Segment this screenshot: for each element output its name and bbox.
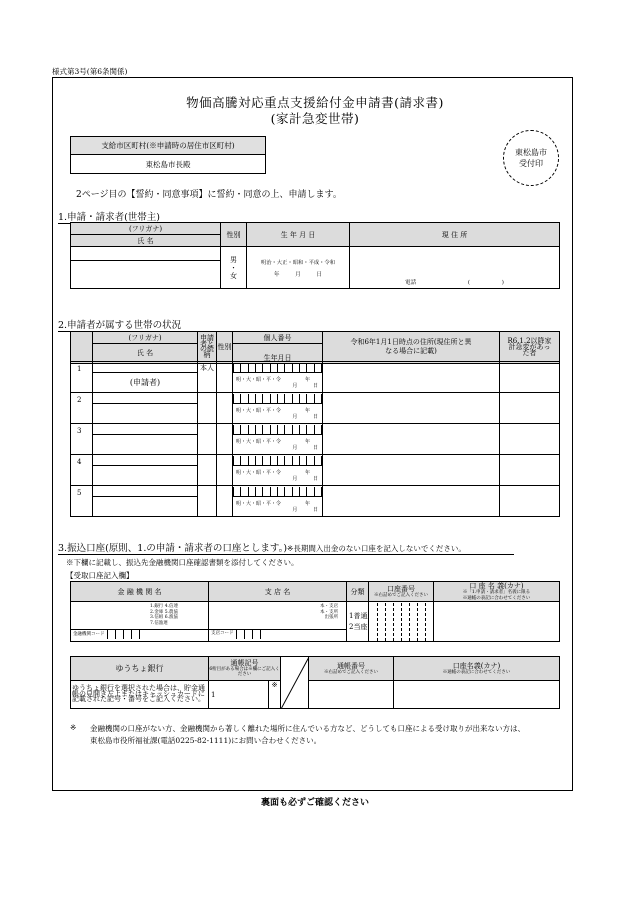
row-furigana-input[interactable]: [93, 362, 198, 373]
yucho-number-input[interactable]: [309, 681, 394, 709]
section2-heading: 2.申請者が属する世帯の状況: [58, 317, 218, 332]
applicant-table: [70, 222, 560, 289]
sex-input[interactable]: 男 ・ 女: [221, 247, 247, 289]
mynumber-boxes[interactable]: [233, 425, 322, 434]
diagonal-slash: [281, 657, 309, 709]
name-label: 氏 名: [71, 235, 221, 247]
row-after-input[interactable]: [500, 486, 560, 517]
row-relation[interactable]: [198, 455, 217, 486]
account-number-input[interactable]: [369, 602, 434, 642]
municipality-addressee: 東松島市長殿: [145, 160, 191, 169]
col-acct-note: ※右詰めでご記入ください: [374, 592, 428, 598]
branch-name-input[interactable]: [209, 602, 347, 642]
yucho-holder-input[interactable]: [394, 681, 560, 709]
stamp-line2: 受付印: [519, 159, 543, 168]
bank-types: 1.銀行 4.信連 2.金庫 5.農協 3.信組 6.漁協 7.信漁連: [149, 604, 178, 626]
stamp-line1: 東松島市: [515, 148, 547, 157]
row-sex-input[interactable]: [217, 486, 233, 517]
household-row: [71, 455, 560, 466]
row-address-input[interactable]: [323, 424, 500, 455]
branch-code-label: 支店コード: [211, 631, 234, 637]
holder-note1: ※「1.申請・請求者」名義に限る: [462, 590, 531, 595]
yucho-desc: ゆうちょ銀行を選択された場合は、貯金通帳の見開き左上またはキャッシュカードに記載された記号・番号をご記入ください。: [71, 681, 209, 709]
branch-code-boxes[interactable]: [236, 630, 261, 639]
row-month-day: 月 日: [292, 382, 318, 389]
mynumber-boxes[interactable]: [233, 487, 322, 496]
address-label: 現 住 所: [350, 223, 560, 247]
row-sex-input[interactable]: [217, 455, 233, 486]
footnote-text: 金融機関の口座がない方、金融機関から著しく離れた場所に住んでいる方など、どうしても口座による受け取りが出来ない方は、東松島市役所福祉課(電話0225-82-1111)にお問い合わせください。: [90, 724, 525, 745]
section1-heading: 1.申請・請求者(世帯主): [58, 209, 193, 224]
row-era: 明・大・昭・平・令: [236, 376, 282, 383]
form-subtitle: (家計急変世帯): [270, 111, 360, 126]
row-address-input[interactable]: [323, 486, 500, 517]
yucho-name: ゆうちょ銀行: [71, 657, 209, 681]
row-sex-input[interactable]: [217, 424, 233, 455]
section3-heading-wrap: [58, 540, 514, 555]
row-number: 4: [71, 455, 93, 486]
bank-code-boxes[interactable]: [107, 630, 140, 639]
household-row: [71, 362, 560, 373]
furigana-input[interactable]: [71, 247, 221, 261]
col-holder: 口 座 名 義(カナ): [469, 582, 524, 590]
yucho-holder-note: ※通帳の表記に合わせてください: [442, 669, 511, 675]
household-rows-table: [70, 361, 560, 517]
phone-label: 電話: [405, 280, 417, 286]
yucho-symbol-input[interactable]: [209, 681, 269, 709]
row-sex-input[interactable]: [217, 393, 233, 424]
row-name-input[interactable]: [93, 435, 198, 455]
mynumber-boxes[interactable]: [233, 394, 322, 403]
dob-units: 年 月 日: [274, 271, 322, 278]
row-year-unit: 年: [305, 376, 311, 383]
row-name-input[interactable]: (申請者): [93, 373, 198, 393]
row-relation[interactable]: [198, 393, 217, 424]
yucho-asterisk-input[interactable]: [269, 681, 281, 709]
mynumber-boxes[interactable]: [233, 456, 322, 465]
row-sex-input[interactable]: [217, 362, 233, 393]
bank-code-label: 金融機関コード: [73, 631, 105, 637]
row-era: 明・大・昭・平・令: [236, 438, 282, 445]
col-dob: 生年月日: [233, 353, 323, 364]
household-rows: [70, 361, 559, 517]
row-relation[interactable]: [198, 486, 217, 517]
yucho-number-note: ※右詰めでご記入ください: [324, 669, 378, 675]
row-dob-input[interactable]: [233, 435, 323, 455]
household-table: [70, 331, 560, 364]
row-dob-input[interactable]: [233, 404, 323, 424]
col-type: 分類: [347, 582, 369, 602]
dob-label: 生 年 月 日: [247, 223, 350, 247]
row-after-input[interactable]: [500, 393, 560, 424]
row-month-day: 月 日: [292, 413, 318, 420]
bank-name-input[interactable]: [71, 602, 209, 642]
row-relation[interactable]: [198, 424, 217, 455]
row-era: 明・大・昭・平・令: [236, 469, 282, 476]
row-year-unit: 年: [305, 438, 311, 445]
mynumber-boxes[interactable]: [233, 363, 322, 372]
form-title: 物価高騰対応重点支援給付金申請書(請求書): [186, 95, 444, 110]
household-row: [71, 393, 560, 404]
account-label: 【受取口座記入欄】: [66, 571, 134, 580]
footer-text: 裏面も必ずご確認ください: [260, 798, 369, 808]
yucho-digit-one: 1: [211, 690, 216, 699]
row-era: 明・大・昭・平・令: [236, 500, 282, 507]
col-branch: 支 店 名: [209, 582, 347, 602]
row-furigana-input[interactable]: [93, 393, 198, 404]
yucho-symbol-note: 6桁目がある場合は※欄にご記入ください: [209, 666, 280, 677]
branch-types: 本・支店 本・支所 出張所: [320, 604, 338, 620]
row-after-input[interactable]: [500, 424, 560, 455]
account-holder-input[interactable]: [434, 602, 560, 642]
section3-heading: 3.振込口座(原則、1.の申請・請求者の口座とします。): [58, 543, 288, 554]
row-after-input[interactable]: [500, 362, 560, 393]
phone-parens: ( ): [467, 280, 504, 286]
row-furigana-input[interactable]: [93, 424, 198, 435]
account-type-input[interactable]: 1普通 2当座: [347, 602, 369, 642]
form-number: 様式第3号(第6条関係): [52, 67, 128, 76]
row-address-input[interactable]: [323, 393, 500, 424]
row-year-unit: 年: [305, 407, 311, 414]
household-row: [71, 424, 560, 435]
row-month-day: 月 日: [292, 506, 318, 513]
municipality-label: 支給市区町村(※申請時の居住市区町村): [71, 137, 265, 155]
footnote-mark: ※: [70, 723, 77, 732]
col-address: 令和6年1月1日時点の住所(現住所と異なる場合に記載): [323, 332, 500, 364]
row-name-input[interactable]: [93, 404, 198, 424]
row-number: 3: [71, 424, 93, 455]
address-input[interactable]: [350, 247, 560, 289]
name-input[interactable]: [71, 261, 221, 289]
col-furigana: (フリガナ): [93, 332, 198, 344]
col-bank: 金 融 機 関 名: [71, 582, 209, 602]
account-sub-note: ※下欄に記載し、振込先金融機関口座確認書類を添付してください。: [66, 558, 299, 567]
row-number: 1: [71, 362, 93, 393]
holder-note2: ※通帳の表記に合わせてください: [462, 595, 531, 601]
row-number: 2: [71, 393, 93, 424]
section3-heading-note: ※長期間入出金のない口座を記入しないでください。: [287, 544, 466, 553]
col-relation: 申請者との続柄: [198, 332, 217, 364]
household-row: [71, 486, 560, 497]
yucho-number-label: 通帳番号: [337, 661, 365, 670]
col-after: R6.1.2以降家計急変があった者: [500, 332, 560, 364]
bank-table: [70, 581, 560, 642]
row-dob-input[interactable]: [233, 497, 323, 517]
row-furigana-input[interactable]: [93, 486, 198, 497]
row-address-input[interactable]: [323, 455, 500, 486]
row-furigana-input[interactable]: [93, 455, 198, 466]
yucho-asterisk: ※: [271, 681, 278, 689]
col-acct: 口座番号: [387, 584, 415, 593]
row-year-unit: 年: [305, 500, 311, 507]
dob-input[interactable]: [247, 247, 350, 289]
yucho-table: [70, 656, 560, 709]
row-month-day: 月 日: [292, 444, 318, 451]
yucho-holder-label: 口座名義(カナ): [452, 661, 501, 670]
reception-stamp: [503, 130, 559, 186]
col-name: 氏 名: [93, 344, 198, 364]
row-month-day: 月 日: [292, 475, 318, 482]
row-name-input[interactable]: [93, 466, 198, 486]
furigana-label: (フリガナ): [71, 223, 221, 235]
instruction-text: 2ページ目の【誓約・同意事項】に誓約・同意の上、申請します。: [76, 190, 342, 200]
sex-label: 性別: [221, 223, 247, 247]
row-year-unit: 年: [305, 469, 311, 476]
era-options: 明治・大正・昭和・平成・令和: [260, 259, 336, 266]
row-dob-input[interactable]: [233, 373, 323, 393]
row-number: 5: [71, 486, 93, 517]
col-mynumber: 個人番号: [233, 332, 323, 344]
row-name-input[interactable]: [93, 497, 198, 517]
yucho-symbol-label: 通帳記号: [230, 658, 259, 667]
row-dob-input[interactable]: [233, 466, 323, 486]
row-relation[interactable]: 本人: [198, 362, 217, 393]
municipality-box: [70, 136, 266, 174]
row-era: 明・大・昭・平・令: [236, 407, 282, 414]
row-address-input[interactable]: [323, 362, 500, 393]
col-sex: 性別: [217, 332, 233, 364]
row-after-input[interactable]: [500, 455, 560, 486]
